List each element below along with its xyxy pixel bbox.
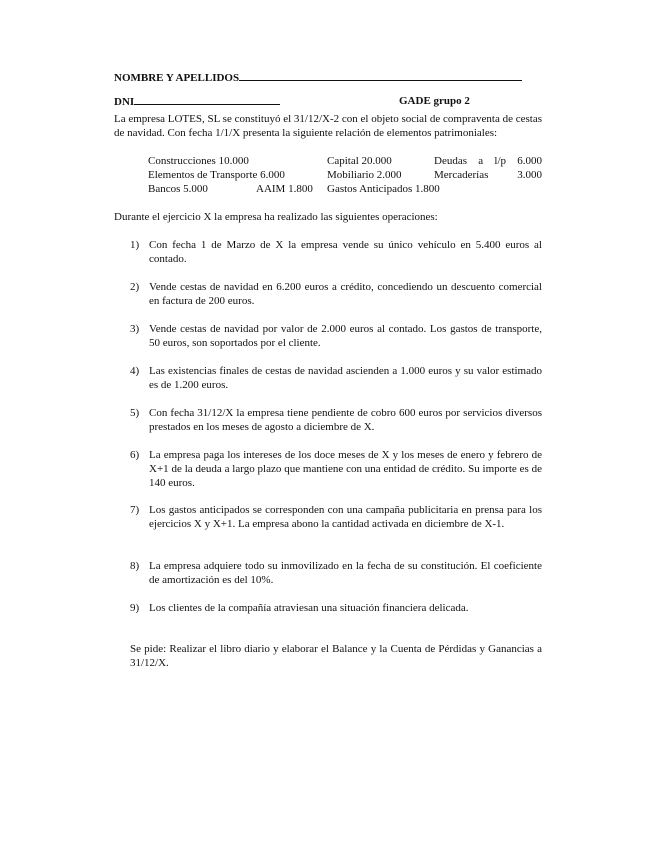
element-mercaderias: Mercaderías 3.000 [434,169,542,181]
operation-number: 3) [130,323,140,335]
operation-item [130,503,542,531]
operation-number: 1) [130,239,140,251]
name-blank-line [239,70,522,81]
operations-intro: Durante el ejercicio X la empresa ha realizado las siguientes operaciones: [114,211,438,223]
element-gastos: Gastos Anticipados 1.800 [327,183,440,195]
operation-text: Con fecha 31/12/X la empresa tiene pendiente de cobro 600 euros por servicios diversos prestados en los meses de agosto a diciembre de X. [149,407,542,433]
operation-item [130,559,542,587]
operation-text: La empresa adquiere todo su inmovilizado en la fecha de su constitución. El coeficiente de amortización es del 10%. [149,560,542,586]
operation-number: 9) [130,602,140,614]
element-aaim: AAIM 1.800 [256,183,313,195]
operation-text: Con fecha 1 de Marzo de X la empresa vende su único vehículo en 5.400 euros al contado. [149,239,542,265]
operation-text: Los clientes de la compañía atraviesan una situación financiera delicada. [149,602,469,614]
operation-item [130,238,542,266]
element-transporte: Elementos de Transporte 6.000 [148,169,285,181]
element-deudas: Deudas a l/p 6.000 [434,155,542,167]
operation-item [130,406,542,434]
operation-number: 8) [130,560,140,572]
operation-text: Los gastos anticipados se corresponden con una campaña publicitaria en prensa para los ejercicios X y X+1. La empresa abono la cantidad activada en diciembre de X-1. [149,504,542,530]
group-label: GADE grupo 2 [399,95,470,107]
operation-number: 6) [130,449,140,461]
operation-number: 7) [130,504,140,516]
dni-field [114,94,280,109]
operation-item [130,601,542,615]
operation-item [130,448,542,490]
operation-text: Las existencias finales de cestas de navidad ascienden a 1.000 euros y su valor estimado es de 1.200 euros. [149,365,542,391]
element-construcciones: Construcciones 10.000 [148,155,249,167]
element-mobiliario: Mobiliario 2.000 [327,169,402,181]
dni-label: DNI [114,96,135,108]
operation-item [130,364,542,392]
name-label: NOMBRE Y APELLIDOS [114,72,240,84]
dni-blank-line [134,94,280,105]
name-field [114,70,522,85]
operation-text: Vende cestas de navidad en 6.200 euros a crédito, concediendo un descuento comercial en factura de 200 euros. [149,281,542,307]
operation-item [130,280,542,308]
intro-paragraph: La empresa LOTES, SL se constituyó el 31/12/X-2 con el objeto social de compraventa de cestas de navidad. Con fecha 1/1/X presenta la siguiente relación de elementos patrimoniales: [114,113,542,139]
element-capital: Capital 20.000 [327,155,392,167]
request-paragraph: Se pide: Realizar el libro diario y elaborar el Balance y la Cuenta de Pérdidas y Ganancias a 31/12/X. [130,643,542,669]
operation-number: 4) [130,365,140,377]
operation-item [130,322,542,350]
operation-number: 5) [130,407,140,419]
operation-number: 2) [130,281,140,293]
element-bancos: Bancos 5.000 [148,183,208,195]
operation-text: La empresa paga los intereses de los doce meses de X y los meses de enero y febrero de X+1 de la deuda a largo plazo que mantiene con una entidad de crédito. Su importe es de 140 euros. [149,449,542,489]
operation-text: Vende cestas de navidad por valor de 2.000 euros al contado. Los gastos de transporte, 50 euros, son soportados por el cliente. [149,323,542,349]
